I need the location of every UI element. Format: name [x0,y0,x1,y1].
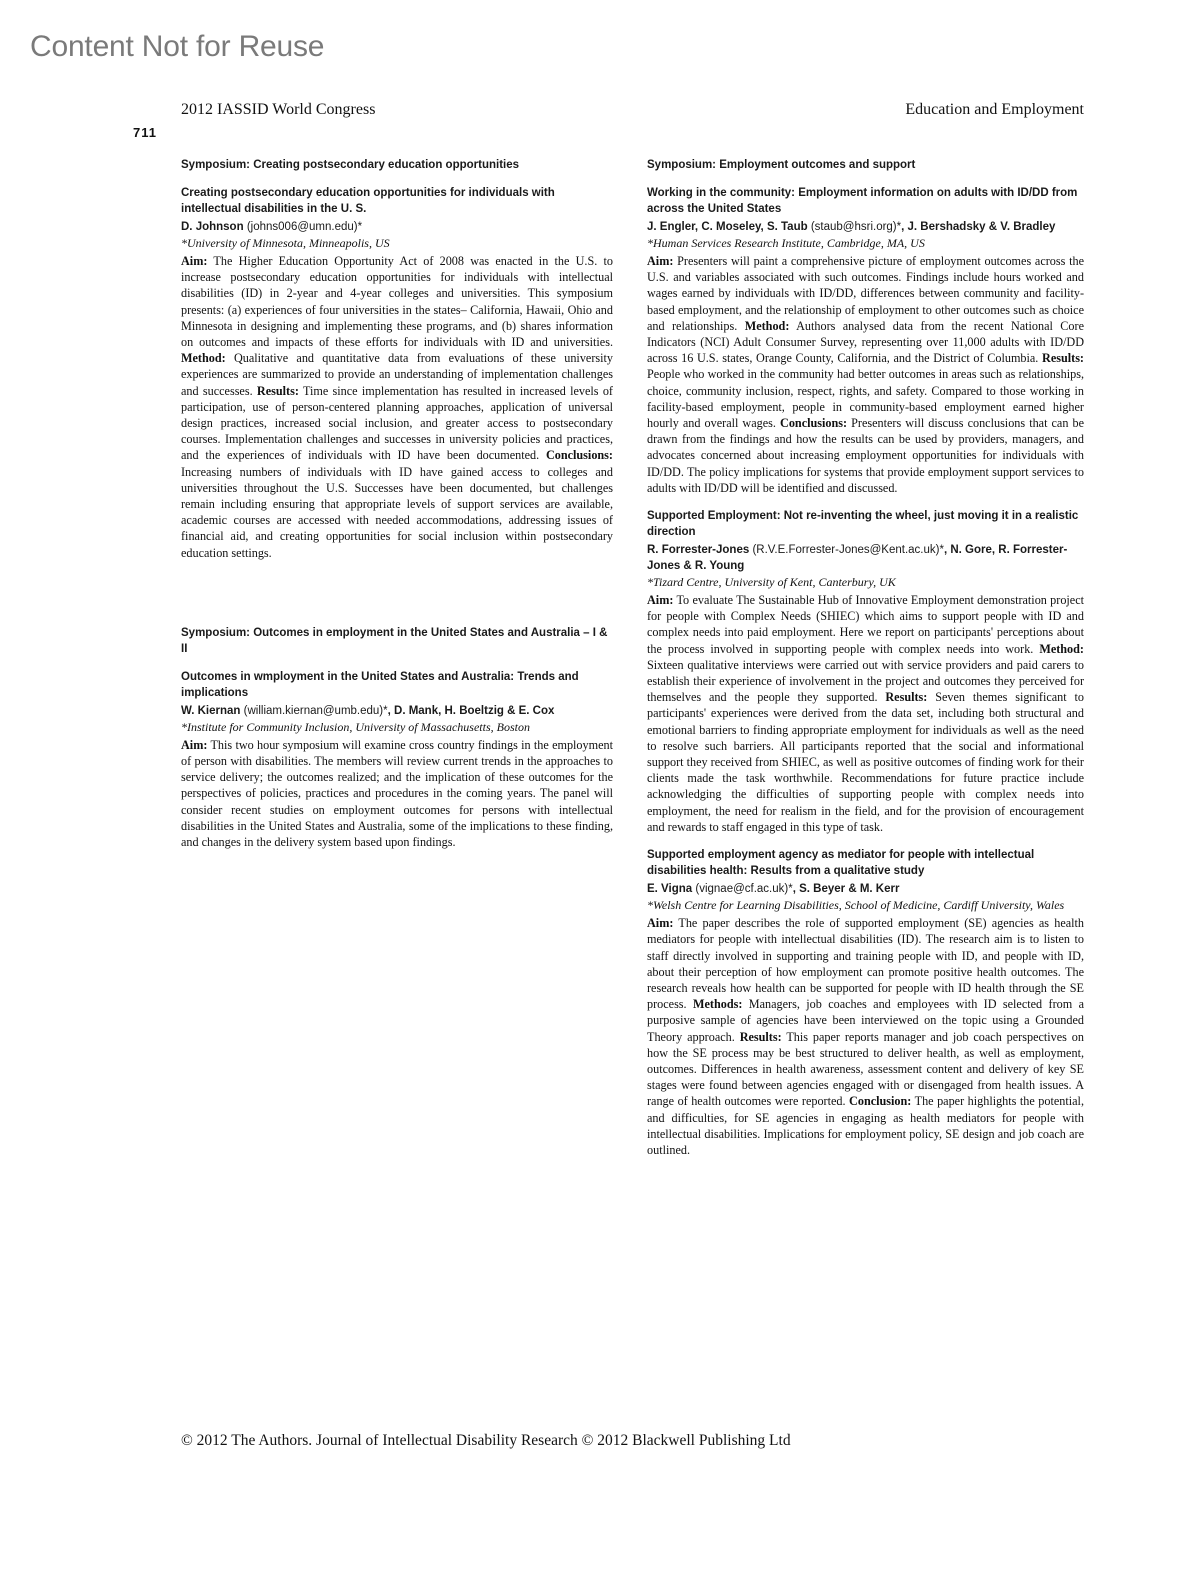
abstract-body [647,253,1084,496]
results-text: People who worked in the community had better outcomes in areas such as relationships, choice, community inclusion, respect, rights, and safety. Compared to those working in facility-based employment, people in community-based employment earned higher hourly and overall wages. [647,367,1084,431]
abstract-se-agency-health [647,847,1084,1158]
aim-text: The paper describes the role of supported employment (SE) agencies as health mediators for people with intellectual disabilities (ID). The research aim is to listen to staff directly involved in supporting and training people with ID, and people with ID, about their perception of how employment can promote positive health outcomes. The research reveals how health can be supported for people with ID health through the SE process. [647,916,1084,1012]
results-label: Results: [885,690,928,705]
method-label: Method: [181,351,226,366]
author-line [647,881,1084,897]
aim-label: Aim: [647,916,674,931]
aim-label: Aim: [181,254,208,268]
conclusions-text: Presenters will discuss conclusions that can be drawn from the findings and how the results can be used by providers, managers, and advocates concerned about increasing employment opportunities for individuals with ID/DD. The policy implications for systems that provide employment support services to adults with ID/DD will be identified and discussed. [647,416,1085,495]
results-label: Results: [739,1029,782,1044]
author-line [181,219,613,235]
aim-label: Aim: [647,593,674,608]
affiliation: *University of Minnesota, Minneapolis, US [181,236,390,250]
abstract-supported-employment [647,508,1084,835]
affiliation: *Welsh Centre for Learning Disabilities, School of Medicine, Cardiff University, Wales [647,898,1065,913]
author-email: (staub@hsri.org)* [810,221,902,233]
results-text: Time since implementation has resulted in increased levels of participation, use of person-centered planning approaches, application of universal design practices, increased social inclusion, and greater access to postsecondary courses. Implementation challenges and successes in university policies and practices, and the experiences of individuals with ID have been documented. [181,383,613,463]
results-label: Results: [256,383,299,398]
results-text: Seven themes significant to participants' experiences were derived from the data set, including both structural and emotional barriers to finding appropriate employment for individuals as well as the need to resolve such barriers. All participants reported that the social and informational support they received from SHIEC, as well as positive outcomes of finding work for their clients made the task worthwhile. Recommendations for future practice include acknowledging the difficulties of supporting people with complex needs into employment, the need for realism in the field, and for the provision of encouragement and rewards to staff engaged in this type of task. [647,690,1084,834]
author-name: W. Kiernan [181,704,241,717]
copyright-footer: © 2012 The Authors. Journal of Intellectual Disability Research © 2012 Blackwell Publishing Ltd [181,1432,791,1449]
author-email: (william.kiernan@umb.edu)* [243,704,388,717]
abstract-body [181,253,613,561]
results-label: Results: [1042,351,1084,366]
author-name: R. Forrester-Jones [647,544,750,557]
method-label: Methods: [692,997,743,1012]
abstract-title: Outcomes in wmployment in the United States and Australia: Trends and implications [181,670,579,699]
method-text: Qualitative and quantitative data from evaluations of these university experiences are summarized to provide an understanding of implementation challenges and successes. [181,351,613,398]
running-header-right: Education and Employment [905,101,1084,118]
abstract-body [181,737,613,850]
abstract-title: Supported employment agency as mediator for people with intellectual disabilities health: Results from a qualitative study [647,849,1035,878]
method-text: Sixteen qualitative interviews were carried out with service providers and paid carers to establish their experience of involvement in the project and outcomes they perceived for themselves and the people they supported. [647,657,1084,705]
symposium-employment-outcomes [181,625,613,850]
authors-lead: J. Engler, C. Moseley, S. Taub [647,221,808,233]
method-label: Method: [744,318,790,333]
abstract-working-in-community [647,185,1084,496]
left-column [181,157,613,850]
page-number: 711 [133,125,157,140]
symposium-postsecondary [181,157,613,561]
abstract-title: Supported Employment: Not re-inventing the wheel, just moving it in a realistic direction [647,510,1079,539]
abstract-body [647,592,1084,835]
coauthors: , D. Mank, H. Boeltzig & E. Cox [387,704,555,717]
watermark: Content Not for Reuse [30,30,325,63]
abstract-title: Working in the community: Employment information on adults with ID/DD from across the United States [647,187,1078,215]
affiliation: *Human Services Research Institute, Cambridge, MA, US [647,236,925,250]
conclusions-label: Conclusions: [780,416,848,431]
abstract-title: Creating postsecondary education opportunities for individuals with intellectual disabilities in the U. S. [181,187,555,215]
coauthors: , N. Gore, R. Forrester-Jones & R. Young [647,544,1068,573]
affiliation: *Tizard Centre, University of Kent, Canterbury, UK [647,575,896,590]
author-email: (vignae@cf.ac.uk)* [695,883,793,896]
symposium-title: Symposium: Employment outcomes and support [647,159,916,171]
aim-label: Aim: [647,254,674,268]
aim-text: The Higher Education Opportunity Act of 2008 was enacted in the U.S. to increase postsecondary education opportunities for individuals with intellectual disabilities (ID) in 2-year and 4-year colleges and universities. This symposium presents: (a) experiences of four universities in the states– California, Hawaii, Ohio and Minnesota in designing and implementing these programs, and (b) shares information on outcomes and impacts of these efforts for individuals with ID and universities. [181,254,613,350]
author-line [181,703,613,719]
method-label: Method: [1039,641,1084,656]
method-text: Authors analysed data from the recent National Core Indicators (NCI) Adult Consumer Survey, representing over 11,000 adults with ID/DD across 16 U.S. states, Orange County, California, and the District of Columbia. [647,318,1084,366]
author-email: (johns006@umn.edu)* [246,221,363,233]
symposium-title: Symposium: Creating postsecondary education opportunities [181,159,520,171]
symposium-title: Symposium: Outcomes in employment in the United States and Australia – I & II [181,626,608,655]
abstract-body [647,915,1084,1158]
aim-text: This two hour symposium will examine cross country findings in the employment of person with disabilities. The members will review current trends in the approaches to service delivery; the outcomes realized; and the implication of these outcomes for the perspectives of policies, practices and procedures in the coming years. The panel will consider recent studies on employment outcomes for persons with intellectual disabilities in the United States and Australia, some of the implications to these finding, and changes in the delivery system based upon findings. [181,737,613,850]
affiliation: *Institute for Community Inclusion, University of Massachusetts, Boston [181,719,530,734]
conclusion-label: Conclusion: [849,1094,912,1109]
conclusions-label: Conclusions: [545,448,613,463]
aim-label: Aim: [181,737,208,752]
method-text: Managers, job coaches and employees with ID selected from a purposive sample of agencies have been interviewed on the topic using a Grounded Theory approach. [647,997,1084,1044]
author-line [647,219,1084,235]
coauthors: , S. Beyer & M. Kerr [792,883,900,896]
author-line [647,542,1084,574]
aim-text: Presenters will paint a comprehensive picture of employment outcomes across the U.S. and variables associated with such outcomes. Findings include hours worked and wages earned by individuals with ID/DD, differences between community and facility-based employment, and the relationship of employment to other outcomes such as choice and relationships. [647,254,1084,333]
author-name: E. Vigna [647,883,693,896]
results-text: This paper reports manager and job coach perspectives on how the SE process may be best structured to deliver health, as well as employment, outcomes. Differences in health awareness, assessment content and delivery of key SE stages were found between agencies engaged with or disengaged from health issues. A range of health outcomes were reported. [647,1029,1084,1109]
running-header-left: 2012 IASSID World Congress [181,101,376,118]
author-name: D. Johnson [181,221,244,233]
coauthors: , J. Bershadsky & V. Bradley [901,221,1056,233]
right-column [647,157,1084,1170]
conclusions-text: Increasing numbers of individuals with ID have gained access to colleges and universities throughout the U.S. Successes have been documented, but challenges remain including ensuring that appropriate levels of support services are available, academic courses are accessed with needed accommodations, addressing issues of financial aid, and creating opportunities for social inclusion within postsecondary education settings. [181,464,613,560]
aim-text: To evaluate The Sustainable Hub of Innovative Employment demonstration project for people with Complex Needs (SHIEC) which aims to support people with ID and complex needs into paid employment. Here we report on participants' perceptions about the process involved in supporting people with complex needs into work. [647,593,1084,656]
author-email: (R.V.E.Forrester-Jones@Kent.ac.uk)* [752,544,944,557]
conclusion-text: The paper highlights the potential, and difficulties, for SE agencies in engaging as health mediators for people with intellectual disabilities. Implications for employment policy, SE design and job coach are outlined. [647,1094,1084,1157]
